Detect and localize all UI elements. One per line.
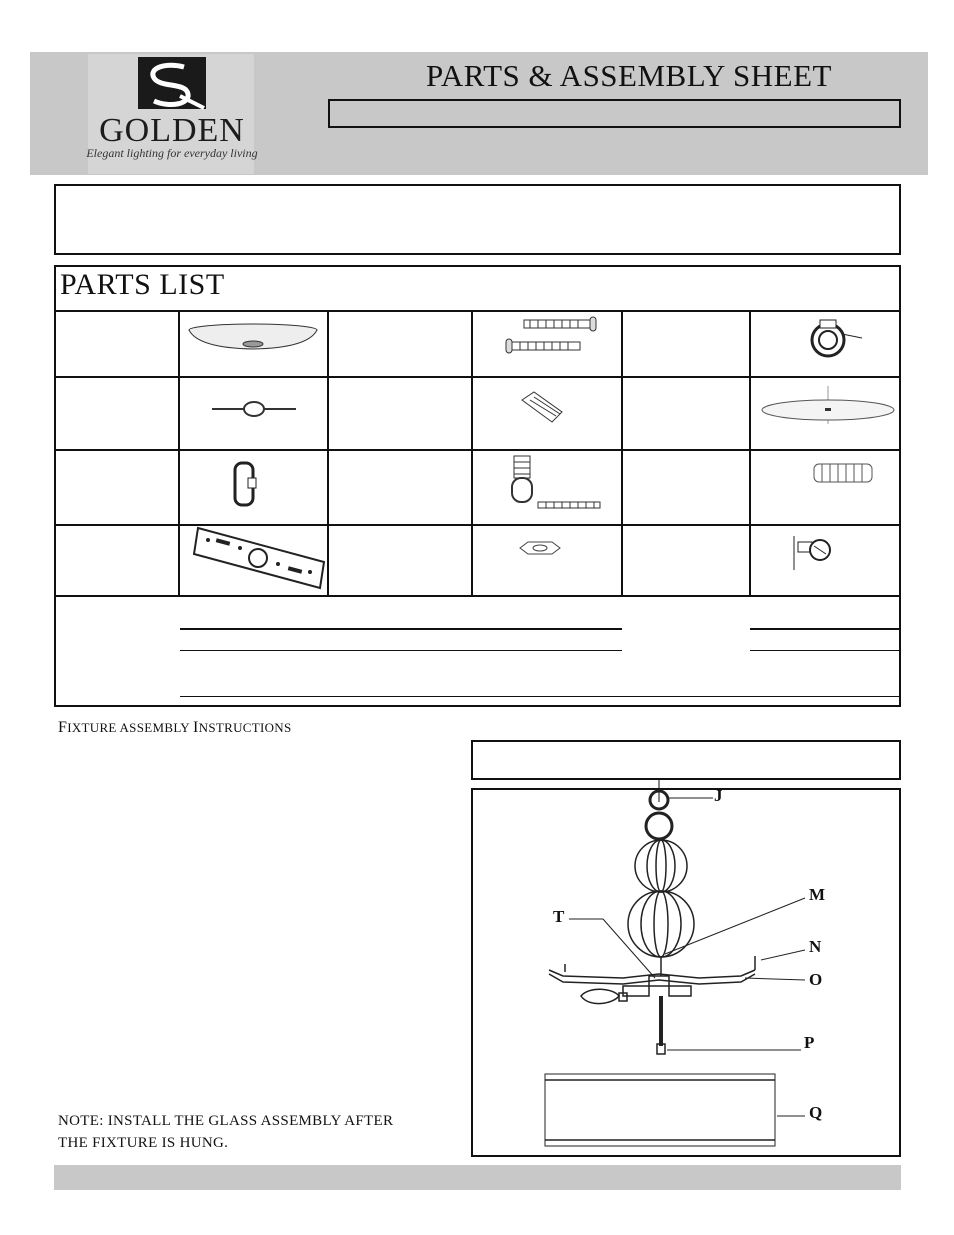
swivel-loop-icon: [506, 454, 606, 510]
parts-grid-lines: [54, 312, 901, 596]
cross-bar-icon: [210, 396, 298, 422]
chain-link-icon: [232, 460, 256, 508]
fill-line: [180, 696, 900, 697]
wire-nuts-icon: [520, 390, 564, 424]
callout-p: P: [804, 1033, 815, 1052]
footer-band: [54, 1165, 901, 1190]
glass-disc-icon: [758, 386, 898, 426]
callout-q: Q: [809, 1103, 823, 1122]
callout-t: T: [553, 907, 565, 926]
callout-n: N: [809, 937, 822, 956]
brand-name: GOLDEN: [99, 112, 245, 149]
note-line: NOTE: INSTALL THE GLASS ASSEMBLY AFTER: [58, 1113, 394, 1129]
hex-nut-icon: [518, 540, 562, 556]
parts-list-title: PARTS LIST: [60, 268, 225, 301]
assembly-diagram: [471, 788, 901, 1157]
canopy-icon: [188, 318, 318, 358]
callout-j: J: [714, 786, 723, 805]
fill-line: [180, 650, 622, 651]
fill-line: [180, 628, 622, 630]
note-line: THE FIXTURE IS HUNG.: [58, 1135, 229, 1151]
socket-icon: [806, 318, 866, 364]
screws-icon: [500, 316, 600, 360]
threaded-pipe-icon: [812, 462, 874, 486]
page-title: PARTS & ASSEMBLY SHEET: [426, 58, 832, 93]
mounting-plate-icon: [192, 526, 326, 590]
info-box: [54, 184, 901, 255]
brand-tagline: Elegant lighting for everyday living: [86, 146, 258, 160]
assembly-heading: FIXTURE ASSEMBLY INSTRUCTIONS: [58, 719, 292, 736]
fill-line: [750, 650, 900, 651]
ground-screw-icon: [792, 534, 836, 572]
parts-grid: [54, 310, 901, 594]
step-field: [471, 740, 901, 780]
install-note: [58, 1110, 468, 1154]
fill-line: [750, 628, 900, 630]
callout-o: O: [809, 970, 823, 989]
callout-m: M: [809, 885, 826, 904]
fixture-drawing: [473, 790, 899, 1155]
model-field: [328, 99, 901, 128]
